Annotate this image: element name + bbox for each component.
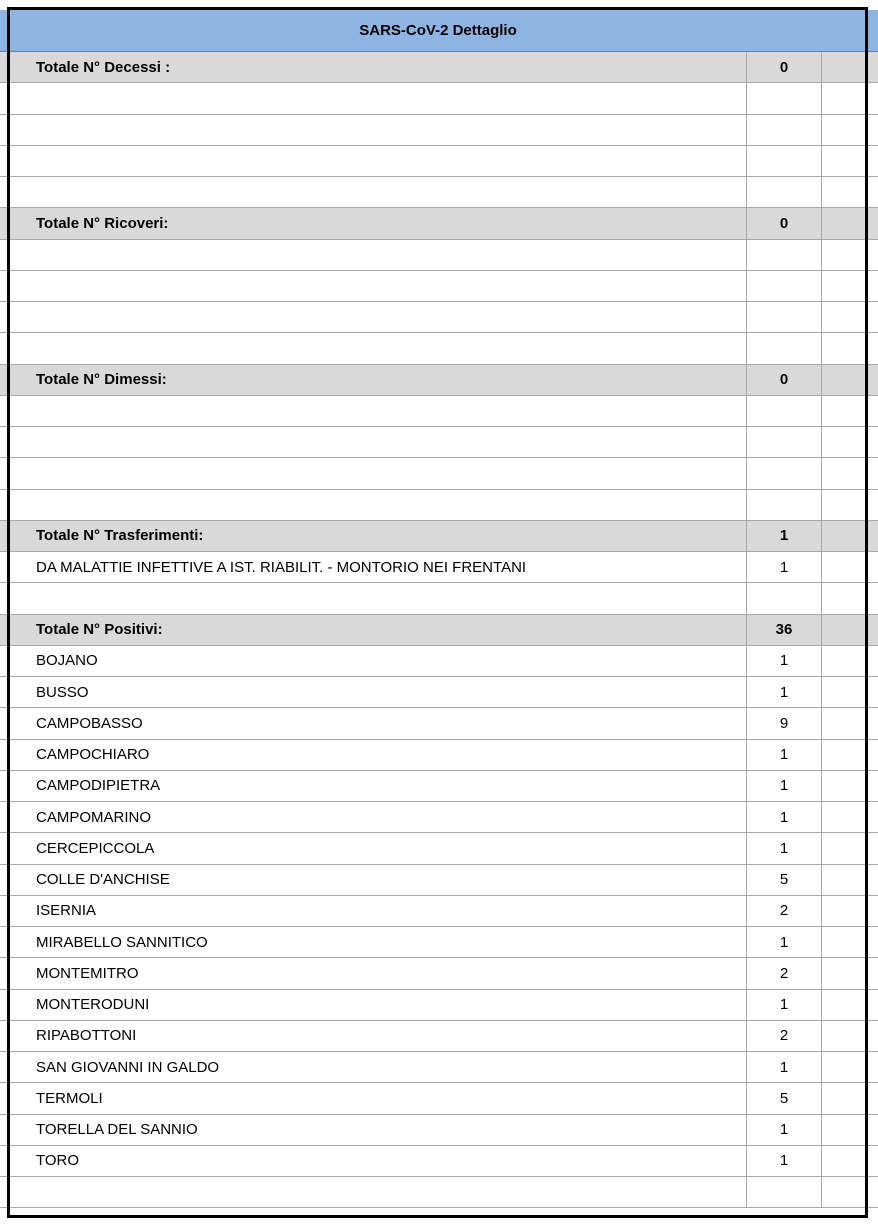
- item-name: MONTERODUNI: [36, 996, 150, 1014]
- list-item: [0, 896, 878, 927]
- item-value: [746, 271, 822, 301]
- empty-cell: [822, 1052, 868, 1082]
- item-name: TERMOLI: [36, 1089, 103, 1107]
- empty-cell: [822, 927, 868, 957]
- frame-border-left: [7, 7, 10, 1218]
- frame-border-top: [7, 7, 868, 10]
- empty-cell: [822, 333, 868, 363]
- empty-cell: [822, 646, 868, 676]
- item-value: [746, 490, 822, 520]
- blank-row: [0, 490, 878, 521]
- section-row-ricoveri: [0, 208, 878, 239]
- section-total: 0: [746, 52, 822, 82]
- item-name: [8, 271, 746, 301]
- item-name: CAMPOCHIARO: [36, 746, 150, 764]
- empty-cell: [822, 365, 868, 395]
- item-name: [8, 83, 746, 113]
- list-item: [0, 1021, 878, 1052]
- blank-row: [0, 146, 878, 177]
- item-value: 1: [746, 1115, 822, 1145]
- item-name: CAMPODIPIETRA: [36, 777, 161, 795]
- section-row-positivi: [0, 615, 878, 646]
- item-name: TORO: [36, 1152, 80, 1170]
- blank-row: [0, 240, 878, 271]
- item-value: [746, 333, 822, 363]
- item-value: 5: [746, 1083, 822, 1113]
- item-value: [746, 240, 822, 270]
- item-name: RIPABOTTONI: [36, 1027, 137, 1045]
- frame-border-bottom: [7, 1215, 868, 1218]
- list-item: [0, 646, 878, 677]
- item-value: [746, 1177, 822, 1207]
- empty-cell: [822, 1115, 868, 1145]
- item-name: [8, 490, 746, 520]
- section-label: Totale N° Decessi :: [36, 58, 171, 76]
- item-name: [8, 146, 746, 176]
- list-item: [0, 990, 878, 1021]
- item-name: ISERNIA: [36, 902, 97, 920]
- empty-cell: [822, 52, 868, 82]
- empty-cell: [822, 271, 868, 301]
- empty-cell: [822, 802, 868, 832]
- blank-row: [0, 333, 878, 364]
- list-item: [0, 740, 878, 771]
- list-item: [0, 1146, 878, 1177]
- list-item: [0, 708, 878, 739]
- section-label: Totale N° Dimessi:: [36, 371, 167, 389]
- item-value: 1: [746, 833, 822, 863]
- item-value: [746, 146, 822, 176]
- item-name: BOJANO: [36, 652, 98, 670]
- list-item: [0, 1115, 878, 1146]
- list-item: [0, 1052, 878, 1083]
- item-value: [746, 83, 822, 113]
- sheet-header: [0, 10, 878, 52]
- item-value: 9: [746, 708, 822, 738]
- item-name: [8, 396, 746, 426]
- item-name: CAMPOMARINO: [36, 808, 152, 826]
- item-name: [8, 583, 746, 613]
- empty-cell: [822, 1083, 868, 1113]
- empty-cell: [822, 896, 868, 926]
- empty-cell: [822, 490, 868, 520]
- empty-cell: [822, 990, 868, 1020]
- list-item: [0, 802, 878, 833]
- empty-cell: [822, 740, 868, 770]
- blank-row: [0, 83, 878, 114]
- empty-cell: [822, 83, 868, 113]
- empty-cell: [822, 1021, 868, 1051]
- item-value: [746, 427, 822, 457]
- empty-cell: [822, 833, 868, 863]
- list-item: [0, 677, 878, 708]
- empty-cell: [822, 240, 868, 270]
- item-value: [746, 583, 822, 613]
- item-name: [8, 240, 746, 270]
- item-name: TORELLA DEL SANNIO: [36, 1121, 198, 1139]
- item-name: CERCEPICCOLA: [36, 839, 155, 857]
- item-name: [8, 177, 746, 207]
- list-item: [0, 1083, 878, 1114]
- list-item: [0, 771, 878, 802]
- blank-row: [0, 583, 878, 614]
- item-value: [746, 396, 822, 426]
- item-value: [746, 177, 822, 207]
- item-value: 2: [746, 896, 822, 926]
- blank-row: [0, 458, 878, 489]
- section-row-decessi: [0, 52, 878, 83]
- item-value: [746, 302, 822, 332]
- blank-row: [0, 271, 878, 302]
- item-value: 1: [746, 740, 822, 770]
- item-value: 2: [746, 958, 822, 988]
- empty-cell: [822, 458, 868, 488]
- list-item: [0, 833, 878, 864]
- blank-row: [0, 302, 878, 333]
- empty-cell: [822, 677, 868, 707]
- empty-cell: [822, 771, 868, 801]
- item-value: 1: [746, 990, 822, 1020]
- list-item: [0, 552, 878, 583]
- item-value: 2: [746, 1021, 822, 1051]
- empty-cell: [822, 708, 868, 738]
- item-name: [8, 333, 746, 363]
- empty-cell: [822, 146, 868, 176]
- item-value: 1: [746, 646, 822, 676]
- empty-cell: [822, 208, 868, 238]
- empty-cell: [822, 115, 868, 145]
- empty-cell: [822, 427, 868, 457]
- empty-cell: [822, 865, 868, 895]
- list-item: [0, 958, 878, 989]
- empty-cell: [822, 177, 868, 207]
- blank-row: [0, 177, 878, 208]
- empty-cell: [822, 396, 868, 426]
- empty-cell: [822, 615, 868, 645]
- section-row-dimessi: [0, 365, 878, 396]
- item-value: 1: [746, 1146, 822, 1176]
- empty-cell: [822, 1177, 868, 1207]
- item-value: 5: [746, 865, 822, 895]
- item-name: BUSSO: [36, 683, 89, 701]
- empty-cell: [822, 552, 868, 582]
- frame-border-right: [865, 7, 868, 1218]
- item-value: [746, 115, 822, 145]
- blank-row: [0, 427, 878, 458]
- item-name: CAMPOBASSO: [36, 714, 143, 732]
- item-value: 1: [746, 552, 822, 582]
- empty-cell: [822, 583, 868, 613]
- section-label: Totale N° Trasferimenti:: [36, 527, 204, 545]
- empty-cell: [822, 958, 868, 988]
- item-name: [8, 427, 746, 457]
- item-name: [8, 115, 746, 145]
- empty-cell: [822, 302, 868, 332]
- section-total: 36: [746, 615, 822, 645]
- list-item: [0, 927, 878, 958]
- item-value: 1: [746, 802, 822, 832]
- section-row-trasferimenti: [0, 521, 878, 552]
- item-name: MIRABELLO SANNITICO: [36, 933, 208, 951]
- list-item: [0, 865, 878, 896]
- blank-row: [0, 1177, 878, 1208]
- section-label: Totale N° Positivi:: [36, 621, 163, 639]
- item-name: MONTEMITRO: [36, 964, 139, 982]
- section-total: 0: [746, 365, 822, 395]
- item-value: 1: [746, 1052, 822, 1082]
- sheet-title: SARS-CoV-2 Dettaglio: [359, 22, 517, 39]
- item-name: [8, 458, 746, 488]
- blank-row: [0, 396, 878, 427]
- item-value: 1: [746, 771, 822, 801]
- item-name: DA MALATTIE INFETTIVE A IST. RIABILIT. - MONTORIO NEI FRENTANI: [36, 558, 527, 576]
- item-name: [8, 302, 746, 332]
- empty-cell: [822, 1146, 868, 1176]
- item-name: [8, 1177, 746, 1207]
- section-total: 0: [746, 208, 822, 238]
- section-total: 1: [746, 521, 822, 551]
- empty-cell: [822, 521, 868, 551]
- item-value: [746, 458, 822, 488]
- item-value: 1: [746, 677, 822, 707]
- item-name: COLLE D'ANCHISE: [36, 871, 170, 889]
- item-name: SAN GIOVANNI IN GALDO: [36, 1058, 220, 1076]
- item-value: 1: [746, 927, 822, 957]
- blank-row: [0, 115, 878, 146]
- section-label: Totale N° Ricoveri:: [36, 214, 169, 232]
